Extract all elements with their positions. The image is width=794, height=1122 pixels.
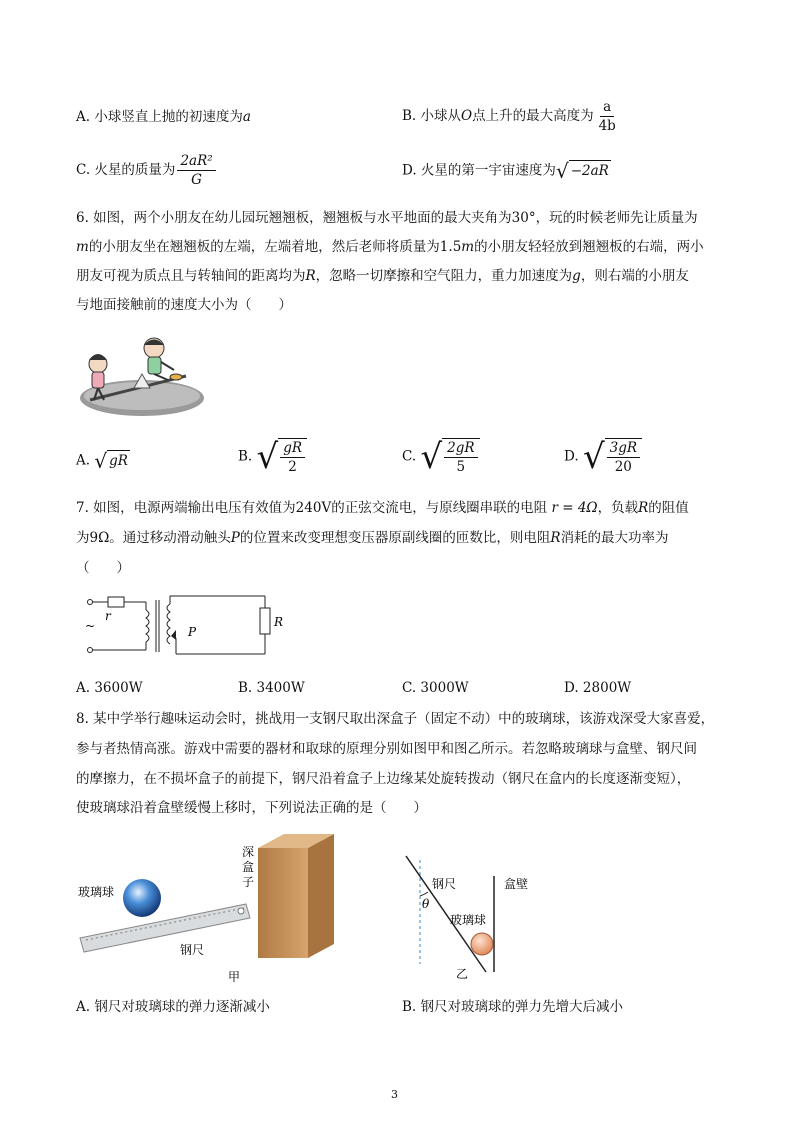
q5-option-d: D. 火星的第一宇宙速度为 √ −2aR bbox=[402, 159, 609, 183]
q7-option-c: C. 3000W bbox=[402, 680, 469, 696]
q7-line-3: （ ） bbox=[76, 560, 130, 576]
fig1-ruler-label: 钢尺 bbox=[180, 943, 205, 957]
q8-line-4: 使玻璃球沿着盒壁缓慢上移时，下列说法正确的是（ ） bbox=[76, 800, 427, 816]
q7-line-1: 7. 如图，电源两端输出电压有效值为240V的正弦交流电，与原线圈串联的电阻 r = 4Ω，负载R的阻值 bbox=[76, 500, 689, 516]
q7-option-a: A. 3600W bbox=[76, 680, 143, 696]
q8-option-b: B. 钢尺对玻璃球的弹力先增大后减小 bbox=[402, 999, 624, 1015]
q8-line-1: 8. 某中学举行趣味运动会时，挑战用一支钢尺取出深盒子（固定不动）中的玻璃球，该游戏深受大家喜爱， bbox=[76, 711, 715, 727]
page-number: 3 bbox=[391, 1088, 398, 1101]
fig-label-P: P bbox=[188, 625, 197, 639]
fig2-wall-label: 盒壁 bbox=[504, 877, 529, 891]
q6-line-3: 朋友可视为质点且与转轴间的距离均为R，忽略一切摩擦和空气阻力，重力加速度为g，则右端的小朋友 bbox=[76, 268, 689, 284]
q5-option-b: B. 小球从O点上升的最大高度为 $\frac{a}{4b}$ bbox=[402, 99, 616, 134]
q6-option-a: A. √ gR bbox=[76, 449, 128, 473]
q8-line-2: 参与者热情高涨。游戏中需要的器材和取球的原理分别如图甲和图乙所示。若忽略玻璃球与盒壁、钢尺间 bbox=[76, 741, 697, 757]
fig-label-r: r bbox=[105, 609, 111, 623]
fig2-theta-label: θ bbox=[422, 897, 430, 911]
q6-option-b: B. √ $\frac{gR}{2}$ bbox=[238, 438, 307, 476]
q7-line-2: 为9Ω。通过移动滑动触头P的位置来改变理想变压器原副线圈的匝数比，则电阻R消耗的最大功率为 bbox=[76, 530, 669, 546]
q7-option-d: D. 2800W bbox=[564, 680, 632, 696]
q7-option-b: B. 3400W bbox=[238, 680, 305, 696]
q8-figure-yi bbox=[400, 852, 550, 980]
fig-label-ac: ~ bbox=[85, 619, 96, 633]
q6-option-d: D. √ $\frac{3gR}{20}$ bbox=[564, 438, 642, 476]
q6-line-1: 6. 如图，两个小朋友在幼儿园玩翘翘板，翘翘板与水平地面的最大夹角为30°，玩的时候老师先让质量为 bbox=[76, 210, 698, 226]
transformer-circuit-figure bbox=[80, 590, 290, 662]
fig1-ball-label: 玻璃球 bbox=[78, 885, 115, 899]
fig1-box-label-3: 子 bbox=[242, 875, 255, 889]
fig2-ball-label: 玻璃球 bbox=[450, 913, 487, 927]
q5-option-a: A. 小球竖直上抛的初速度为a bbox=[76, 109, 251, 125]
fig1-box-label-1: 深 bbox=[242, 845, 255, 859]
q6-line-4: 与地面接触前的速度大小为（ ） bbox=[76, 297, 292, 313]
q8-line-3: 的摩擦力，在不损坏盒子的前提下，钢尺沿着盒子上边缘某处旋转拨动（钢尺在盒内的长度逐渐变短）， bbox=[76, 771, 691, 787]
seesaw-figure bbox=[76, 330, 208, 420]
q8-option-a: A. 钢尺对玻璃球的弹力逐渐减小 bbox=[76, 999, 270, 1015]
fig1-box-label-2: 盒 bbox=[242, 860, 255, 874]
fig2-caption: 乙 bbox=[456, 967, 469, 980]
q8-figure-jia bbox=[76, 826, 356, 986]
fig2-ruler-label: 钢尺 bbox=[432, 877, 457, 891]
fig1-caption: 甲 bbox=[228, 970, 241, 984]
q5-option-c: C. 火星的质量为 $\frac{\text{2aR²}}{G}$ bbox=[76, 152, 218, 189]
fig-label-R: R bbox=[274, 615, 284, 629]
q6-option-c: C. √ $\frac{2gR}{5}$ bbox=[402, 438, 480, 476]
q6-line-2: m的小朋友坐在翘翘板的左端，左端着地，然后老师将质量为1.5m的小朋友轻轻放到翘翘板的右端，两小 bbox=[76, 239, 704, 255]
